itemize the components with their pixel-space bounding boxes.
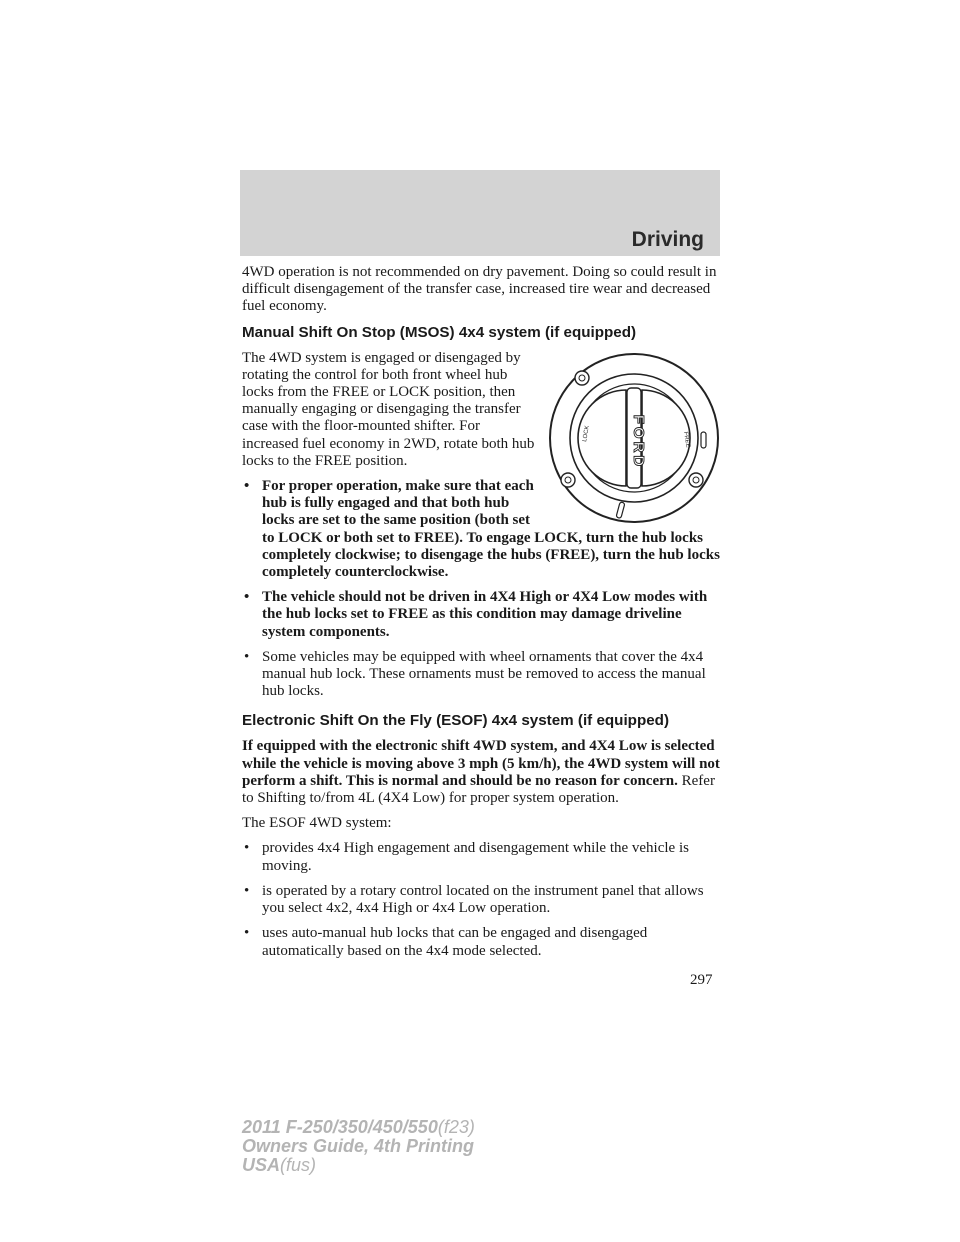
list-item: • For proper operation, make sure that each hub is fully engaged and that both hub locks are set to the same position (both set to LOCK or both set to FREE). To engage LOCK, turn the hub locks completely clockwise; to disengage the hubs (FREE), turn the hub locks completely counterclockwise. <box>242 478 722 581</box>
ford-logo-text: FORD <box>630 414 647 469</box>
msos-paragraph: The 4WD system is engaged or disengaged by rotating the control for both front wheel hub locks from the FREE or LOCK position, then manually engaging or disengaging the transfer case with the floor-mounted shifter. For increased fuel economy in 2WD, rotate both hub locks to the FREE position. <box>242 349 535 469</box>
page-number: 297 <box>690 972 713 988</box>
msos-section <box>242 350 722 701</box>
lock-label: LOCK <box>582 424 591 442</box>
section-title: Driving <box>631 228 704 251</box>
msos-bullet-list <box>242 478 722 700</box>
esof-list-intro: The ESOF 4WD system: <box>242 815 392 832</box>
list-item: • provides 4x4 High engagement and disengagement while the vehicle is moving. <box>242 840 722 874</box>
footer-market: USA <box>242 1155 281 1175</box>
esof-warning-paragraph <box>242 738 722 807</box>
intro-paragraph: 4WD operation is not recommended on dry pavement. Doing so could result in difficult disengagement of the transfer case, increased tire wear and decreased fuel economy. <box>242 264 717 315</box>
msos-heading: Manual Shift On Stop (MSOS) 4x4 system (if equipped) <box>242 323 637 341</box>
esof-warning-rest: Refer to Shifting to/from 4L (4X4 Low) for proper system operation. <box>242 772 715 807</box>
footer-guide: Owners Guide, 4th Printing <box>242 1136 475 1156</box>
list-item: • is operated by a rotary control located on the instrument panel that allows you select 4x2, 4x4 High or 4x4 Low operation. <box>242 883 722 917</box>
footer-model-code: (f23) <box>437 1117 475 1137</box>
list-item: • uses auto-manual hub locks that can be engaged and disengaged automatically based on the 4x4 mode selected. <box>242 925 722 959</box>
esof-warning-bold: If equipped with the electronic shift 4WD system, and 4X4 Low is selected while the vehicle is moving above 3 mph (5 km/h), the 4WD system will not perform a shift. This is normal and should be no reason for concern. <box>242 738 720 789</box>
footer-market-code: (fus) <box>280 1155 317 1175</box>
esof-bullet-list <box>242 840 722 959</box>
page-content <box>242 264 722 968</box>
esof-heading: Electronic Shift On the Fly (ESOF) 4x4 system (if equipped) <box>242 712 670 730</box>
footer-model: 2011 F-250/350/450/550 <box>242 1117 438 1137</box>
section-header-band <box>240 170 720 256</box>
list-item: • The vehicle should not be driven in 4X4 High or 4X4 Low modes with the hub locks set to FREE as this condition may damage driveline system components. <box>242 589 722 641</box>
free-label: FREE <box>682 430 691 448</box>
footer-imprint <box>242 1118 475 1175</box>
list-item: • Some vehicles may be equipped with wheel ornaments that cover the 4x4 manual hub lock. These ornaments must be removed to access the manual hub locks. <box>242 649 722 701</box>
